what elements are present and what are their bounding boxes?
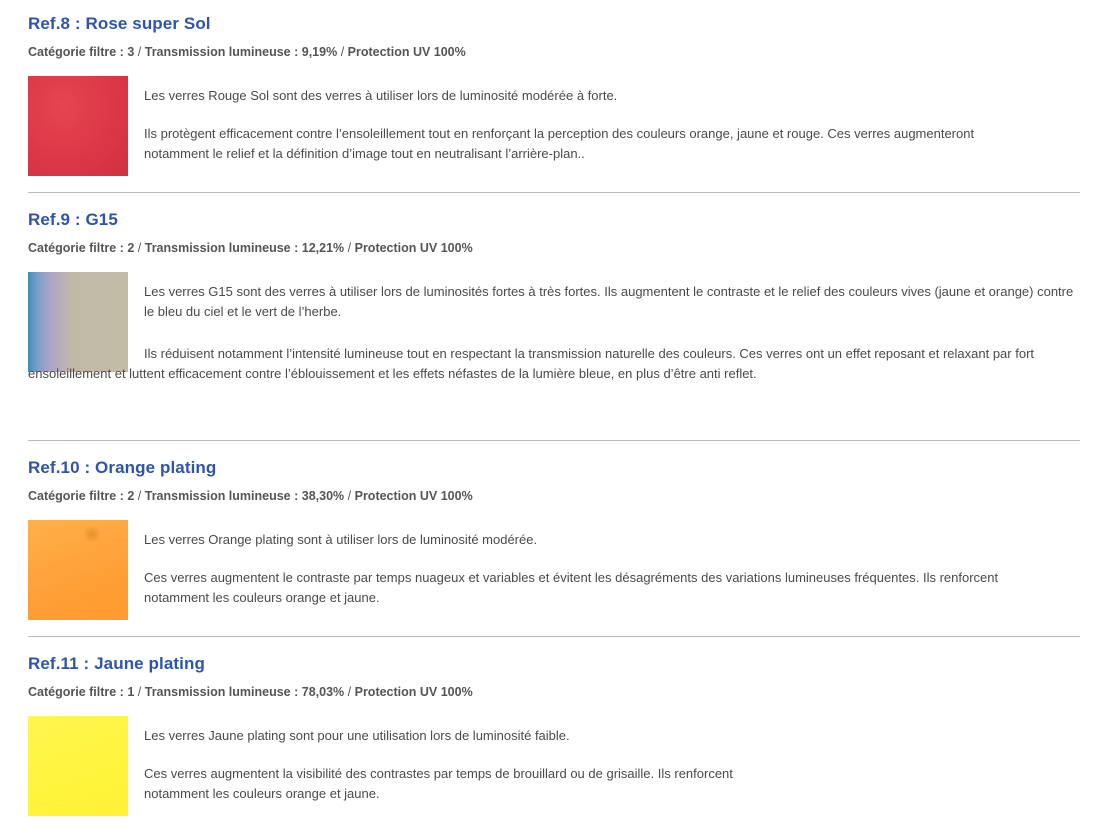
lens-swatch-image xyxy=(28,520,128,620)
category-label: Catégorie filtre : xyxy=(28,685,124,699)
description-paragraph: Les verres Orange plating sont à utiliser lors de luminosité modérée. xyxy=(144,532,538,547)
ref-title: Ref.10 : Orange plating xyxy=(28,458,217,477)
protection-label: Protection UV 100% xyxy=(354,685,473,699)
lens-ref-9 xyxy=(28,210,1080,425)
lens-ref-11 xyxy=(28,654,1080,824)
ref-title: Ref.11 : Jaune plating xyxy=(28,654,205,673)
ref-specs xyxy=(28,685,473,699)
description-paragraph: Ces verres augmentent la visibilité des contrastes par temps de brouillard ou de grisaille. Ils renforcent notamment les couleurs orange et jaune. xyxy=(144,766,733,801)
lens-swatch-image xyxy=(28,76,128,176)
description-paragraph: Ils réduisent notamment l’intensité lumineuse tout en respectant la transmission naturelle des couleurs. Ces verres ont un effet reposant et relaxant par fort ensoleillement et luttent efficacement contre l’éblouissement et les effets néfastes de la lumière bleue, en plus d’être anti reflet. xyxy=(28,346,1035,381)
spec-separator: / xyxy=(340,45,345,59)
description-paragraph: Les verres Jaune plating sont pour une utilisation lors de luminosité faible. xyxy=(144,728,570,743)
section-divider xyxy=(28,192,1080,193)
spec-separator: / xyxy=(347,241,352,255)
ref-title: Ref.9 : G15 xyxy=(28,210,118,229)
spec-separator: / xyxy=(137,685,142,699)
category-value: 2 xyxy=(127,489,135,503)
lens-ref-8 xyxy=(28,14,1080,184)
transmission-value: 12,21% xyxy=(301,241,345,255)
spec-separator: / xyxy=(347,685,352,699)
description-paragraph: Les verres Rouge Sol sont des verres à utiliser lors de luminosité modérée à forte. xyxy=(144,88,618,103)
category-value: 2 xyxy=(127,241,135,255)
spec-separator: / xyxy=(137,241,142,255)
category-label: Catégorie filtre : xyxy=(28,45,124,59)
transmission-value: 38,30% xyxy=(301,489,345,503)
ref-specs xyxy=(28,241,473,255)
description-paragraph: Les verres G15 sont des verres à utiliser lors de luminosités fortes à très fortes. Ils augmentent le contraste et le relief des couleurs vives (jaune et orange) contre le bleu du ciel et le vert de l’herbe. xyxy=(144,284,1074,319)
transmission-value: 78,03% xyxy=(301,685,345,699)
ref-title: Ref.8 : Rose super Sol xyxy=(28,14,211,33)
ref-specs xyxy=(28,45,466,59)
ref-specs xyxy=(28,489,473,503)
spec-separator: / xyxy=(137,45,142,59)
lens-ref-10 xyxy=(28,458,1080,628)
spec-separator: / xyxy=(347,489,352,503)
section-divider xyxy=(28,440,1080,441)
category-label: Catégorie filtre : xyxy=(28,489,124,503)
transmission-label: Transmission lumineuse : xyxy=(144,45,299,59)
section-divider xyxy=(28,636,1080,637)
description-paragraph: Ces verres augmentent le contraste par temps nuageux et variables et évitent les désagréments des variations lumineuses fréquentes. Ils renforcent notamment les couleurs orange et jaune. xyxy=(144,570,999,605)
transmission-label: Transmission lumineuse : xyxy=(144,685,299,699)
transmission-label: Transmission lumineuse : xyxy=(144,241,299,255)
protection-label: Protection UV 100% xyxy=(354,489,473,503)
category-label: Catégorie filtre : xyxy=(28,241,124,255)
transmission-label: Transmission lumineuse : xyxy=(144,489,299,503)
description-paragraph: Ils protègent efficacement contre l’ensoleillement tout en renforçant la perception des couleurs orange, jaune et rouge. Ces verres augmenteront notamment le relief et la définition d’image tout en neutralisant l’arrière-plan.. xyxy=(144,126,975,161)
protection-label: Protection UV 100% xyxy=(354,241,473,255)
transmission-value: 9,19% xyxy=(301,45,338,59)
category-value: 1 xyxy=(127,685,135,699)
spec-separator: / xyxy=(137,489,142,503)
category-value: 3 xyxy=(127,45,135,59)
protection-label: Protection UV 100% xyxy=(347,45,466,59)
lens-swatch-image xyxy=(28,716,128,816)
